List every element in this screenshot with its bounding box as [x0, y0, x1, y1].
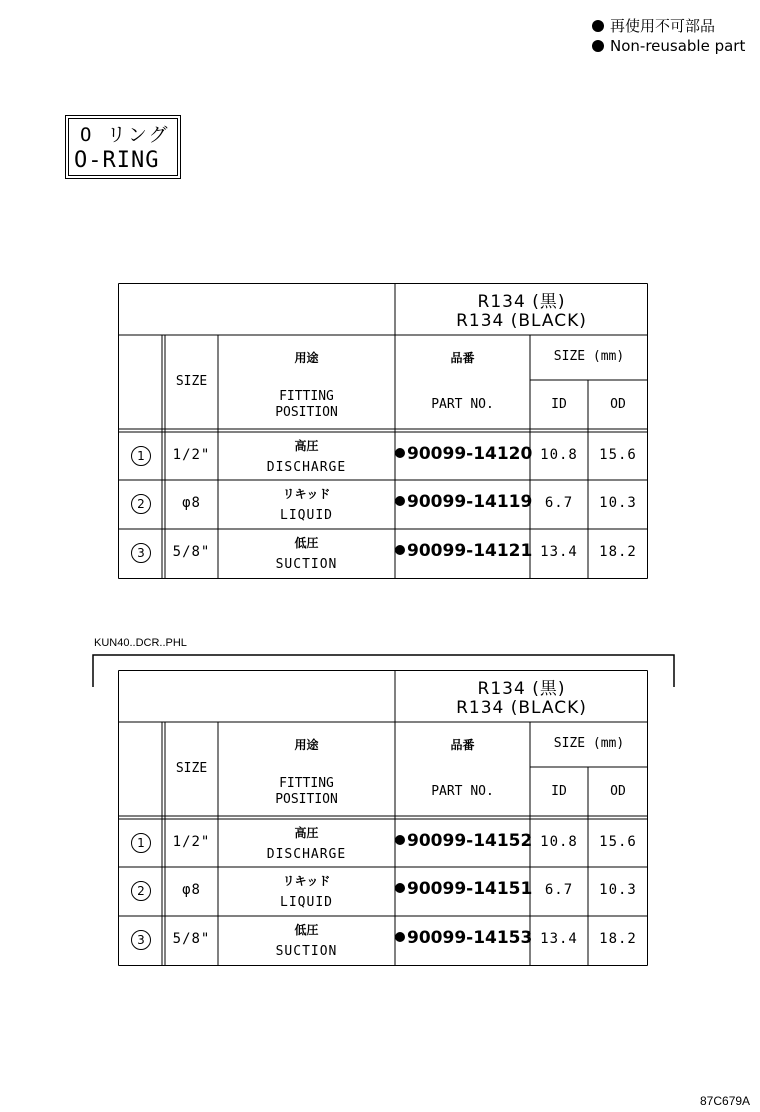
legend-row-en: [592, 36, 745, 56]
row-number: 2: [131, 881, 151, 901]
row-od: 18.2: [599, 931, 637, 947]
refrigerant-jp: R134 (黒): [477, 292, 566, 312]
row-id: 10.8: [540, 834, 578, 850]
row-number: 3: [131, 930, 151, 950]
row-od: 10.3: [599, 495, 637, 511]
row-position-en: LIQUID: [280, 508, 333, 523]
row-size: 1/2": [172, 834, 211, 850]
part-no-text: 90099-14152: [407, 831, 533, 851]
part-no-text: 90099-14119: [407, 492, 533, 512]
row-id: 6.7: [544, 882, 574, 898]
section-label: KUN40..DCR..PHL: [94, 637, 187, 649]
row-id: 13.4: [540, 544, 578, 560]
header-fitting-en2: POSITION: [275, 792, 338, 807]
row-position-en: SUCTION: [275, 557, 338, 572]
header-size-mm: SIZE (mm): [553, 736, 625, 751]
header-partno-en: PART NO.: [431, 397, 494, 412]
row-position-en: DISCHARGE: [266, 460, 347, 475]
row-position-jp: リキッド: [282, 487, 331, 501]
legend-en: Non-reusable part: [610, 37, 746, 55]
part-no-text: 90099-14120: [407, 444, 533, 464]
header-partno-jp: 品番: [450, 738, 475, 752]
row-id: 6.7: [544, 495, 574, 511]
non-reusable-dot-icon: [395, 932, 405, 942]
header-size: SIZE: [175, 374, 208, 389]
row-od: 10.3: [599, 882, 637, 898]
header-fitting-en1: FITTING: [279, 776, 334, 791]
part-table-2: [118, 670, 648, 966]
row-part-no: [395, 541, 533, 561]
row-position-en: SUCTION: [275, 944, 338, 959]
header-size: SIZE: [175, 761, 208, 776]
title-box: [65, 115, 181, 179]
row-position-jp: リキッド: [282, 874, 331, 888]
header-id: ID: [551, 784, 567, 799]
row-size: 1/2": [172, 447, 211, 463]
non-reusable-dot-icon: [395, 448, 405, 458]
row-position-jp: 低圧: [294, 923, 319, 937]
title-jp: O リング: [80, 124, 170, 146]
non-reusable-dot-icon: [395, 835, 405, 845]
row-od: 18.2: [599, 544, 637, 560]
row-position-jp: 高圧: [294, 439, 319, 453]
row-id: 10.8: [540, 447, 578, 463]
row-position-jp: 低圧: [294, 536, 319, 550]
header-partno-jp: 品番: [450, 351, 475, 365]
row-od: 15.6: [599, 447, 637, 463]
legend-jp: 再使用不可部品: [610, 17, 716, 35]
row-number: 1: [131, 446, 151, 466]
row-number: 1: [131, 833, 151, 853]
row-part-no: [395, 492, 533, 512]
header-fitting-en2: POSITION: [275, 405, 338, 420]
row-part-no: [395, 444, 533, 464]
header-size-mm: SIZE (mm): [553, 349, 625, 364]
legend-row-jp: [592, 16, 745, 36]
row-size: φ8: [182, 882, 201, 898]
header-fitting-en1: FITTING: [279, 389, 334, 404]
part-table-1: [118, 283, 648, 579]
non-reusable-dot-icon: [395, 545, 405, 555]
legend: [592, 16, 745, 56]
part-no-text: 90099-14151: [407, 879, 533, 899]
non-reusable-dot-icon: [395, 496, 405, 506]
row-position-en: DISCHARGE: [266, 847, 347, 862]
row-number: 2: [131, 494, 151, 514]
part-no-text: 90099-14121: [407, 541, 533, 561]
header-fitting-jp: 用途: [294, 351, 319, 365]
non-reusable-dot-icon: [395, 883, 405, 893]
row-size: 5/8": [172, 544, 211, 560]
row-size: 5/8": [172, 931, 211, 947]
row-size: φ8: [182, 495, 201, 511]
part-no-text: 90099-14153: [407, 928, 533, 948]
row-position-jp: 高圧: [294, 826, 319, 840]
row-od: 15.6: [599, 834, 637, 850]
row-part-no: [395, 879, 533, 899]
row-part-no: [395, 831, 533, 851]
header-od: OD: [610, 397, 626, 412]
title-en: O-RING: [74, 148, 160, 173]
row-id: 13.4: [540, 931, 578, 947]
refrigerant-jp: R134 (黒): [477, 679, 566, 699]
bullet-dot-icon: [592, 20, 604, 32]
row-number: 3: [131, 543, 151, 563]
footer-code: 87C679A: [700, 1094, 751, 1108]
header-id: ID: [551, 397, 567, 412]
refrigerant-en: R134 (BLACK): [456, 311, 587, 331]
header-fitting-jp: 用途: [294, 738, 319, 752]
header-od: OD: [610, 784, 626, 799]
row-position-en: LIQUID: [280, 895, 333, 910]
refrigerant-en: R134 (BLACK): [456, 698, 587, 718]
bullet-dot-icon: [592, 40, 604, 52]
header-partno-en: PART NO.: [431, 784, 494, 799]
row-part-no: [395, 928, 533, 948]
